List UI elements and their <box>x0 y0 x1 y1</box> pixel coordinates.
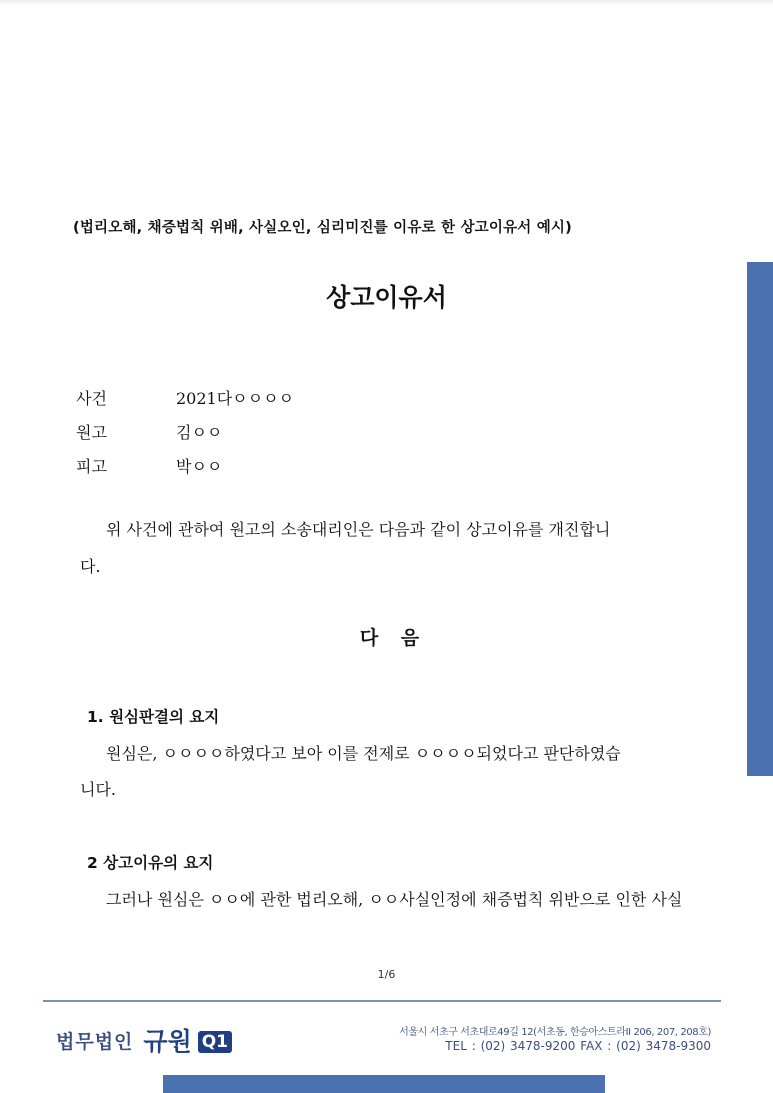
firm-logo-badge: Q1 <box>198 1031 232 1053</box>
case-info-label: 피고 <box>76 457 107 476</box>
intro-paragraph-line: 위 사건에 관하여 원고의 소송대리인은 다음과 같이 상고이유를 개진합니 <box>106 520 611 539</box>
case-info-label: 원고 <box>76 423 107 442</box>
section-1-paragraph-line: 원심은, ㅇㅇㅇㅇ하였다고 보아 이를 전제로 ㅇㅇㅇㅇ되었다고 판단하였습 <box>106 744 621 763</box>
footer-accent-bar <box>163 1075 605 1093</box>
case-info-value: 2021다ㅇㅇㅇㅇ <box>176 389 294 408</box>
case-info-row <box>76 420 222 443</box>
page-number: 1/6 <box>377 968 396 981</box>
section-heading-1: 1. 원심판결의 요지 <box>87 708 220 726</box>
case-info-value: 김ㅇㅇ <box>176 423 223 442</box>
firm-address: 서울시 서초구 서초대로49길 12(서초동, 한승아스트라II 206, 207, 208호) <box>399 1027 711 1038</box>
firm-logo-prefix: 법무법인 <box>56 1031 134 1053</box>
case-info-row <box>76 386 294 409</box>
firm-contact: TEL : (02) 3478-9200 FAX : (02) 3478-9300 <box>445 1039 711 1053</box>
firm-logo-name: 규원 <box>143 1027 192 1056</box>
center-heading: 다 음 <box>359 627 428 649</box>
document-subtitle: (법리오해, 채증법칙 위배, 사실오인, 심리미진를 이유로 한 상고이유서 예시) <box>73 220 572 236</box>
side-accent-bar <box>747 262 773 776</box>
intro-paragraph-end: 다. <box>80 557 101 576</box>
page-top-edge <box>0 0 773 6</box>
footer-divider <box>43 1000 721 1002</box>
case-info-value: 박ㅇㅇ <box>176 457 223 476</box>
case-info-row <box>76 454 222 477</box>
document-title: 상고이유서 <box>326 283 447 312</box>
section-1-paragraph-end: 니다. <box>80 780 116 799</box>
firm-logo <box>56 1024 232 1056</box>
section-heading-2: 2 상고이유의 요지 <box>87 854 214 872</box>
case-info-label: 사건 <box>76 389 107 408</box>
section-2-paragraph-line: 그러나 원심은 ㅇㅇ에 관한 법리오해, ㅇㅇ사실인정에 채증법칙 위반으로 인한 사실 <box>106 890 683 909</box>
